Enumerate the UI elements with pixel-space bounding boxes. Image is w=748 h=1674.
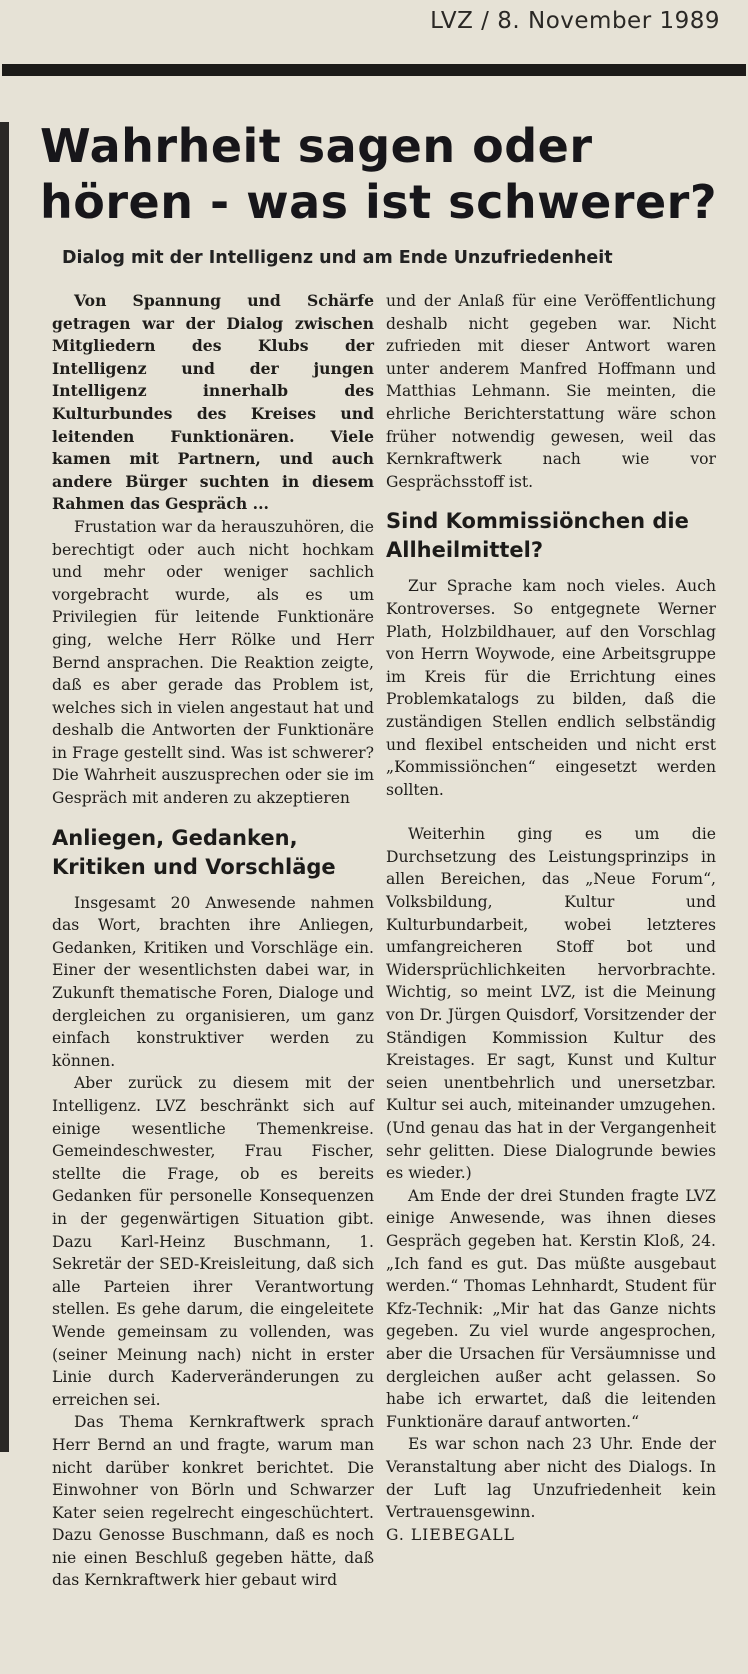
section-heading-anliegen: Anliegen, Gedanken, Kritiken und Vorschläge bbox=[52, 825, 336, 879]
paragraph-anlass: und der Anlaß für eine Veröffentlichung deshalb nicht gegeben war. Nicht zufrieden mit dieser Antwort waren unter anderem Manfred Hoffmann und Matthias Lehmann. Sie meinten, die ehrliche Berichterstattung wäre schon früher notwendig gewesen, weil das Kernkraftwerk nach wie vor Gesprächsstoff ist. bbox=[386, 292, 716, 491]
headline-line-1: Wahrheit sagen oder bbox=[40, 119, 593, 173]
dateline: LVZ / 8. November 1989 bbox=[430, 8, 720, 34]
paragraph-gap bbox=[386, 801, 716, 823]
headline-line-2: hören - was ist schwerer? bbox=[40, 175, 718, 229]
intro-paragraph: Von Spannung und Schärfe getragen war der Dialog zwischen Mitgliedern des Klubs der Intelligenz und der jungen Intelligenz innerhalb des Kulturbundes des Kreises und leitenden Funktionären. Viele kamen mit Partnern, und auch andere Bürger suchten in diesem Rahmen das Gespräch ... bbox=[52, 291, 374, 514]
right-column bbox=[386, 290, 716, 1546]
author-signature: G. LIEBEGALL bbox=[386, 1525, 515, 1544]
paragraph-ende: Am Ende der drei Stunden fragte LVZ einige Anwesende, was ihnen dieses Gespräch gegeben hat. Kerstin Kloß, 24. „Ich fand es gut. Das müßte ausgebaut werden.“ Thomas Lehnhardt, Student für Kfz-Technik: „Mir hat das Ganze nichts gegeben. Zu viel wurde angesprochen, aber die Ursachen für Versäumnisse und dergleichen außer acht gelassen. So habe ich erwartet, daß die leitenden Funktionäre darauf antworten.“ bbox=[386, 1186, 716, 1431]
subheadline: Dialog mit der Intelligenz und am Ende Unzufriedenheit bbox=[62, 248, 613, 268]
paragraph-sprache: Zur Sprache kam noch vieles. Auch Kontroverses. So entgegnete Werner Plath, Holzbildhauer, auf den Vorschlag von Herrn Woywode, eine Arbeitsgruppe im Kreis für die Errichtung eines Problemkatalogs zu bilden, daß die zuständigen Stellen endlich selbständig und flexibel entscheiden und nicht erst „Kommissiönchen“ eingesetzt werden sollten. bbox=[386, 577, 716, 799]
paragraph-intelligenz: Aber zurück zu diesem mit der Intelligenz. LVZ beschränkt sich auf einige wesentliche Themenkreise. Gemeindeschwester, Frau Fischer, stellte die Frage, ob es bereits Gedanken für personelle Konsequenzen in der gegenwärtigen Situation gibt. Dazu Karl-Heinz Buschmann, 1. Sekretär der SED-Kreisleitung, daß sich alle Parteien ihrer Verantwortung stellen. Es gehe darum, die eingeleitete Wende gemeinsam zu vollenden, was (seiner Meinung nach) nicht in erster Linie durch Kaderveränderungen zu erreichen sei. bbox=[52, 1074, 374, 1409]
left-margin-bar bbox=[0, 122, 9, 1452]
header-rule bbox=[2, 64, 746, 76]
paragraph-frustration: Frustation war da herauszuhören, die berechtigt oder auch nicht hochkam und mehr oder weniger sachlich vorgebracht wurde, als es um Privilegien für leitende Funktionäre ging, welche Herr Rölke und Herr Bernd ansprachen. Die Reaktion zeigte, daß es aber gerade das Problem ist, welches sich in vielen angestaut hat und deshalb die Antworten der Funktionäre in Frage gestellt sind. Was ist schwerer? Die Wahrheit auszusprechen oder sie im Gespräch mit anderen zu akzeptieren bbox=[52, 517, 374, 808]
headline bbox=[40, 118, 730, 230]
paragraph-leistungsprinzip: Weiterhin ging es um die Durchsetzung des Leistungsprinzips in allen Bereichen, das „Neue Forum“, Volksbildung, Kultur und Kulturbundarbeit, wobei letzteres umfangreicheren Stoff bot und Widersprüchlichkeiten hervorbrachte. Wichtig, so meint LVZ, ist die Meinung von Dr. Jürgen Quisdorf, Vorsitzender der Ständigen Kommission Kultur des Kreistages. Er sagt, Kunst und Kultur seien unentbehrlich und unersetzbar. Kultur sei auch, miteinander umzugehen. (Und genau das hat in der Vergangenheit sehr gelitten. Diese Dialogrunde bewies es wieder.) bbox=[386, 825, 716, 1183]
paragraph-kernkraftwerk: Das Thema Kernkraftwerk sprach Herr Bernd an und fragte, warum man nicht darüber konkret berichtet. Die Einwohner von Börln und Schwarzer Kater seien regelrecht eingeschüchtert. Dazu Genosse Buschmann, daß es noch nie einen Beschluß gegeben hätte, daß das Kernkraftwerk hier gebaut wird bbox=[52, 1413, 374, 1590]
left-column bbox=[52, 290, 374, 1592]
paragraph-schluss: Es war schon nach 23 Uhr. Ende der Veranstaltung aber nicht des Dialogs. In der Luft lag Unzufriedenheit kein Vertrauensgewinn. bbox=[386, 1435, 716, 1522]
paragraph-anwesende: Insgesamt 20 Anwesende nahmen das Wort, brachten ihre Anliegen, Gedanken, Kritiken und Vorschläge ein. Einer der wesentlichsten dabei war, in Zukunft thematische Foren, Dialoge und dergleichen zu organisieren, um ganz einfach konstruktiver werden zu können. bbox=[52, 893, 374, 1070]
section-heading-kommissionchen: Sind Kommissiönchen die Allheilmittel? bbox=[386, 509, 689, 563]
